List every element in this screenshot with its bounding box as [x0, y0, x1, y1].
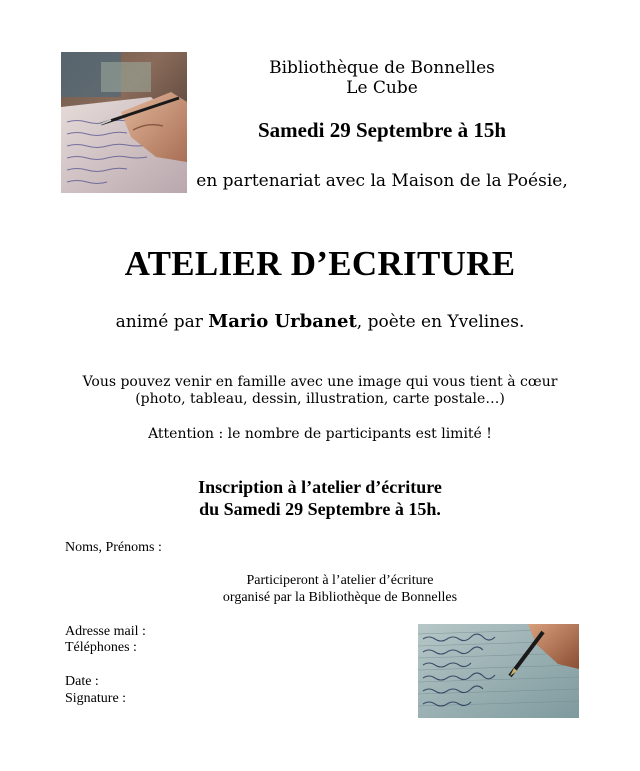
animator-name: Mario Urbanet — [208, 311, 357, 332]
animator-prefix: animé par — [115, 312, 209, 332]
animator-line — [40, 311, 600, 332]
inscription-date: du Samedi 29 Septembre à 15h. — [199, 499, 441, 519]
family-invite-line: Vous pouvez venir en famille avec une image qui vous tient à cœur — [82, 374, 558, 390]
library-venue: Le Cube — [346, 78, 418, 98]
signature-field-label: Signature : — [65, 691, 127, 706]
phone-field-label: Téléphones : — [65, 640, 137, 655]
library-name: Bibliothèque de Bonnelles — [269, 58, 495, 78]
event-date: Samedi 29 Septembre à 15h — [257, 118, 507, 142]
date-field-label: Date : — [65, 674, 99, 689]
attention-note: Attention : le nombre de participants est limité ! — [148, 426, 492, 442]
animator-suffix: , poète en Yvelines. — [356, 312, 525, 332]
main-title: ATELIER D’ECRITURE — [124, 244, 516, 283]
email-field-label: Adresse mail : — [65, 624, 146, 639]
fountain-pen-photo — [418, 624, 579, 718]
names-field-label: Noms, Prénoms : — [65, 540, 162, 555]
partner-line: en partenariat avec la Maison de la Poésie, — [196, 171, 568, 191]
inscription-heading: Inscription à l’atelier d’écriture — [198, 477, 442, 497]
family-invite-examples: (photo, tableau, dessin, illustration, carte postale…) — [135, 391, 505, 407]
participate-line: Participeront à l’atelier d’écriture — [246, 573, 434, 588]
writing-hand-photo — [61, 52, 187, 193]
organizer-line: organisé par la Bibliothèque de Bonnelles — [222, 590, 458, 605]
